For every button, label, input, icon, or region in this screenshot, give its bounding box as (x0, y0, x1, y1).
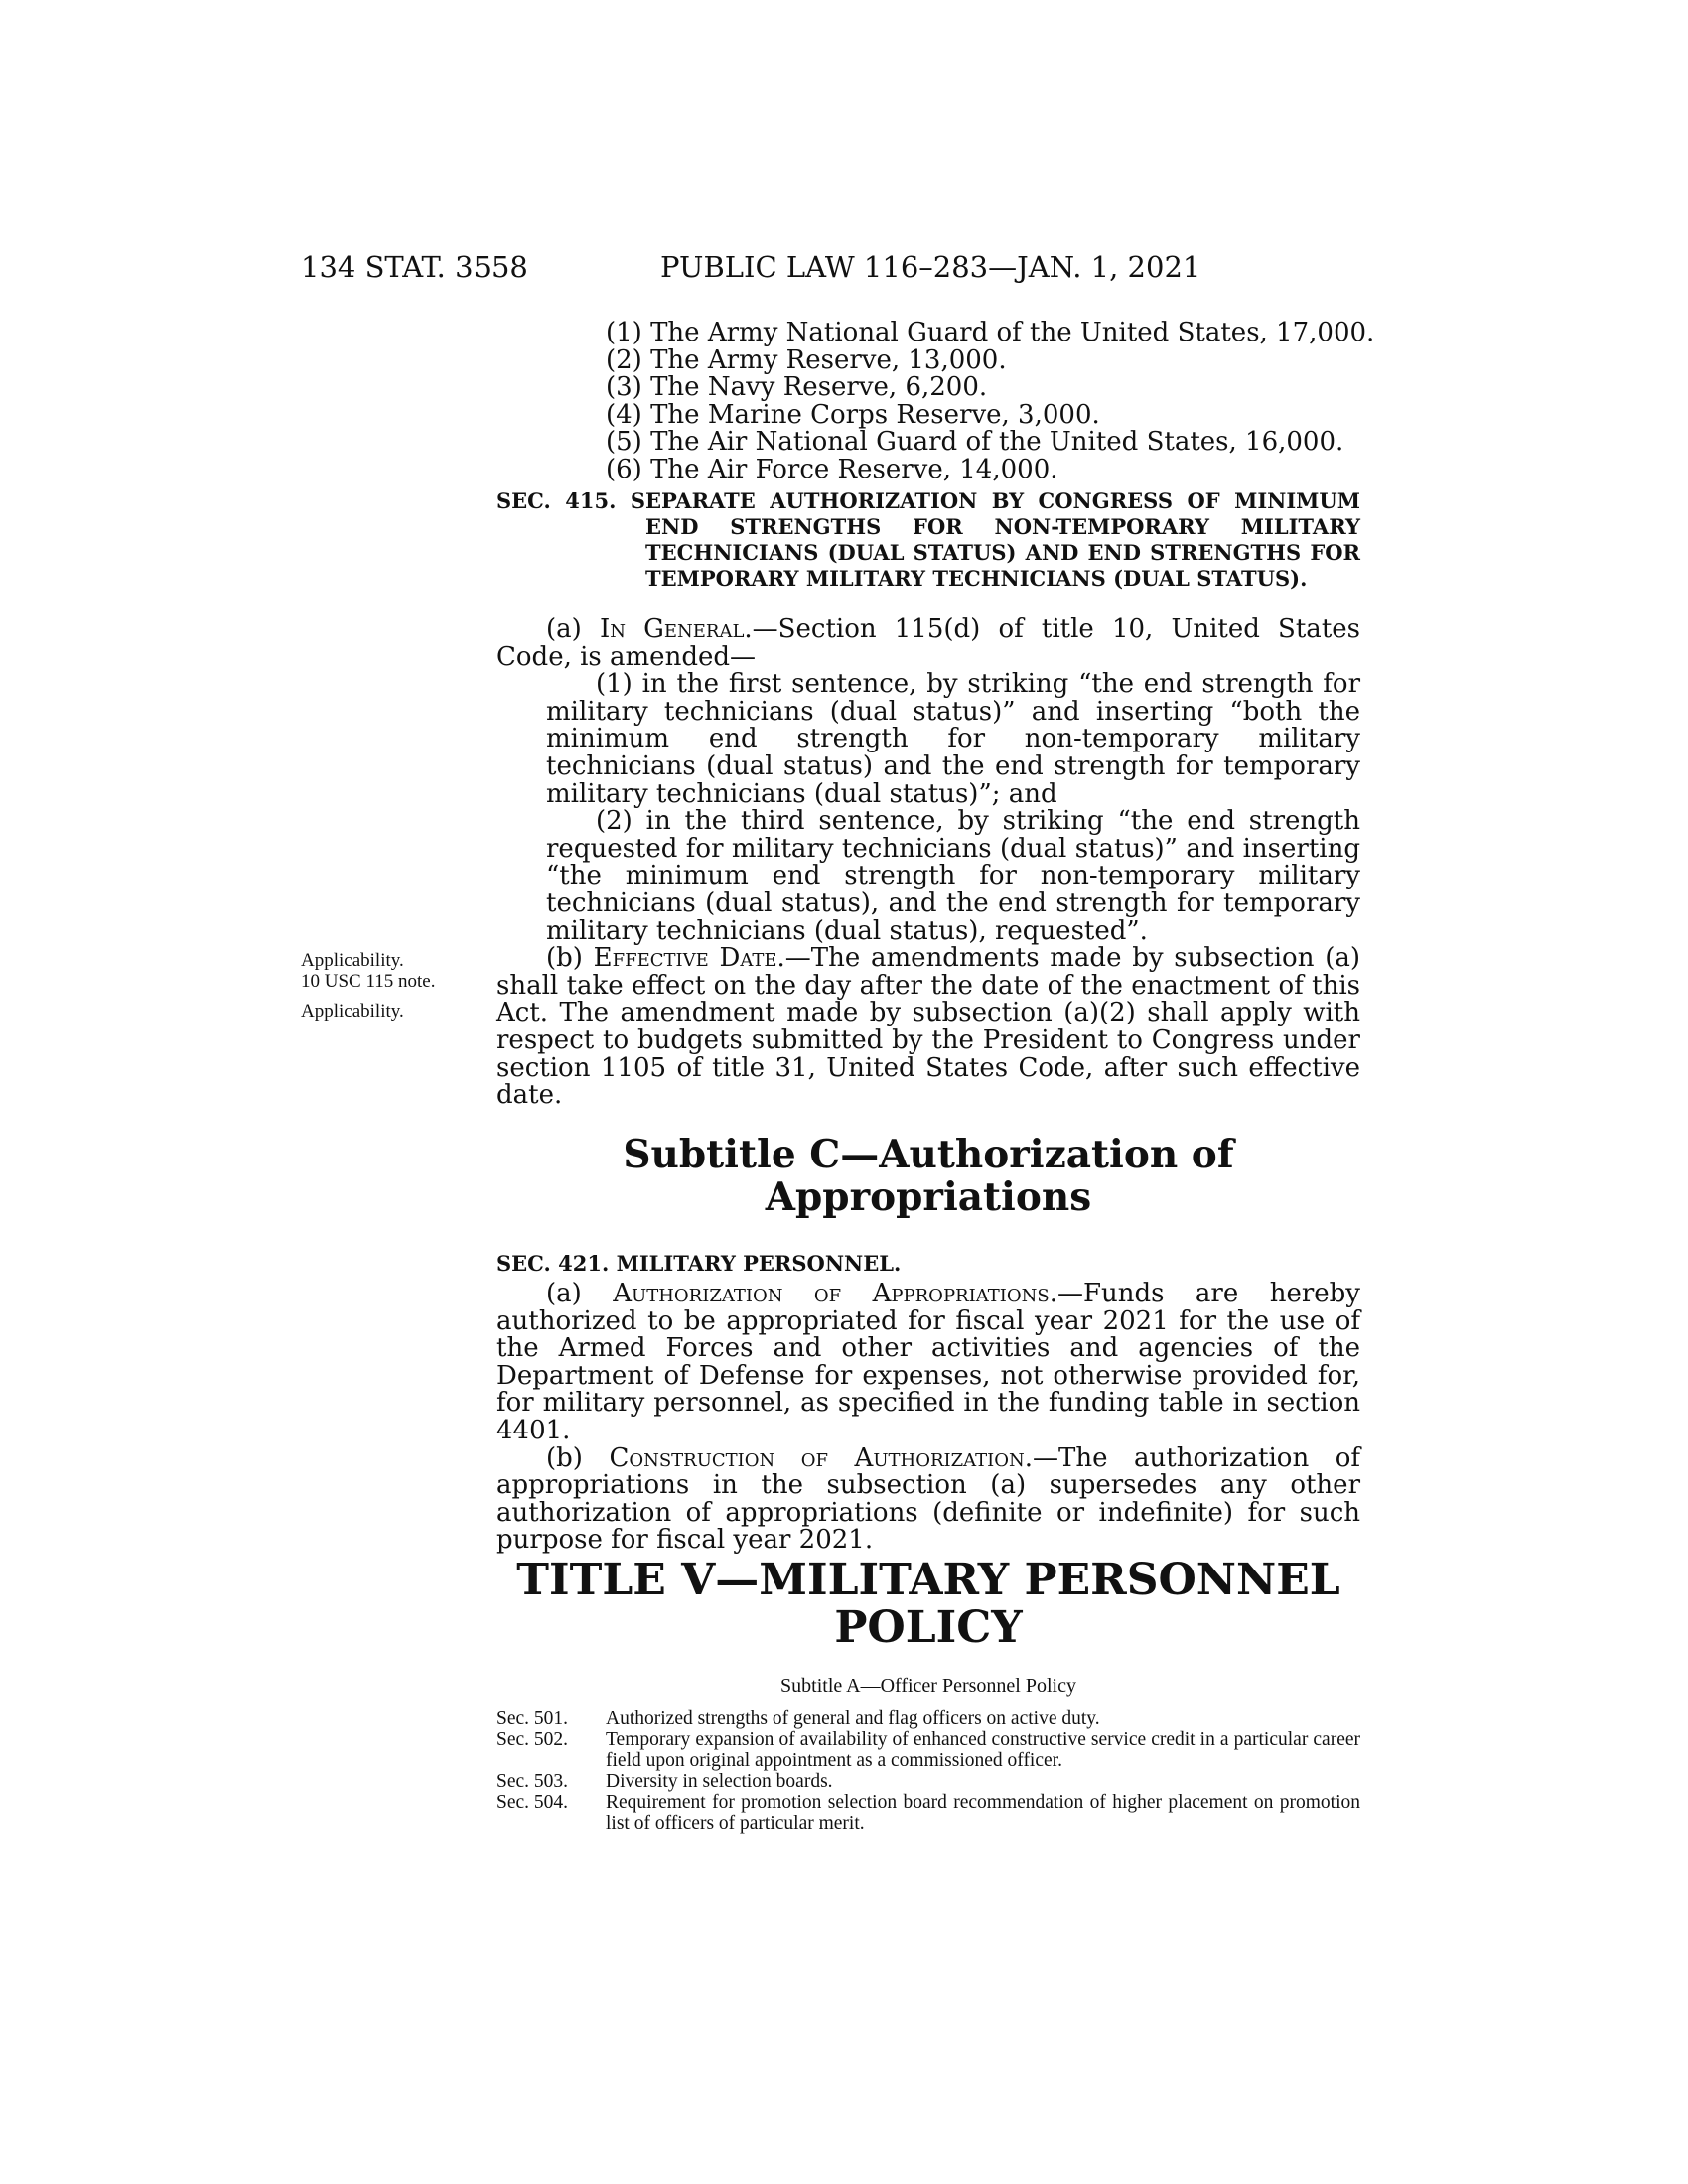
law-date-header: PUBLIC LAW 116–283—JAN. 1, 2021 (660, 250, 1201, 284)
subtitle-c-line1: Subtitle C—Authorization of (623, 1132, 1234, 1177)
sec415-a1: (1) in the first sentence, by striking “the end strength for military technicians (dual status)” and inserting “both the minimum end strength for non-temporary military technicians (dual status) and the end strength for temporary military technicians (dual status)”; and (546, 669, 1360, 809)
toc-entry (496, 1771, 1360, 1792)
toc (496, 1676, 1360, 1834)
list-item: (6) The Air Force Reserve, 14,000. (606, 454, 1058, 484)
sec415-body (496, 616, 1360, 1110)
list-item: (2) The Army Reserve, 13,000. (606, 344, 1007, 375)
sec415-subsection-a: (a) In General.—Section 115(d) of title 10, United States Code, is amended— (496, 614, 1360, 672)
toc-entry-text: Requirement for promotion selection board recommendation of higher placement on promotion list of officers of particular merit. (606, 1792, 1360, 1834)
sec421-a-caption: Authorization of Appropriations (613, 1279, 1050, 1308)
toc-entry-number: Sec. 502. (496, 1729, 569, 1750)
sec421-heading: SEC. 421. MILITARY PERSONNEL. (496, 1251, 902, 1276)
margin-note-applicability-2: Applicability. (301, 1001, 404, 1022)
title-v-line1: TITLE V—MILITARY PERSONNEL (516, 1555, 1340, 1605)
toc-entry-number: Sec. 503. (496, 1771, 569, 1792)
sec421-body (496, 1281, 1360, 1555)
reserve-list (496, 318, 1375, 484)
sec421-heading-block (496, 1251, 1360, 1277)
sec415-heading: SEC. 415. SEPARATE AUTHORIZATION BY CONGRESS OF MINIMUM END STRENGTHS FOR NON-TEMPORARY MILITARY TECHNICIANS (DUAL STATUS) AND END STRENGTHS FOR TEMPORARY MILITARY TECHNICIANS (DUAL STATUS). (496, 488, 1360, 591)
subtitle-c-line2: Appropriations (765, 1174, 1092, 1220)
title-v-line2: POLICY (834, 1602, 1023, 1653)
sec415-a-caption: In General (599, 614, 745, 644)
list-item: (3) The Navy Reserve, 6,200. (606, 372, 988, 403)
sec421-subsection-a: (a) Authorization of Appropriations.—Funds are hereby authorized to be appropriated for fiscal year 2021 for the use of the Armed Forces and other activities and agencies of the Department of Defense for expenses, not otherwise provided for, for military personnel, as specified in the funding table in section 4401. (496, 1279, 1360, 1445)
toc-entry (496, 1792, 1360, 1834)
sec415-b-caption: Effective Date (593, 943, 777, 974)
sec421-b-caption: Construction of Authorization (609, 1442, 1025, 1473)
subtitle-c-heading (496, 1134, 1360, 1219)
stat-page-number: 134 STAT. 3558 (301, 250, 528, 284)
toc-entry-number: Sec. 501. (496, 1708, 569, 1729)
toc-entry-text: Temporary expansion of availability of enhanced constructive service credit in a particular career field upon original appointment as a commissioned officer. (606, 1729, 1360, 1771)
toc-entry-text: Authorized strengths of general and flag officers on active duty. (606, 1708, 1100, 1729)
list-item: (4) The Marine Corps Reserve, 3,000. (606, 399, 1100, 430)
toc-entry (496, 1729, 1360, 1771)
margin-note-usc: 10 USC 115 note. (301, 971, 436, 992)
toc-entry (496, 1708, 1360, 1729)
margin-note-applicability: Applicability. (301, 950, 404, 971)
list-item: (5) The Air National Guard of the United States, 16,000. (606, 427, 1344, 458)
sec415-subsection-b: (b) Effective Date.—The amendments made by subsection (a) shall take effect on the day after the date of the enactment of this Act. The amendment made by subsection (a)(2) shall apply with respect to budgets submitted by the President to Congress under section 1105 of title 31, United States Code, after such effective date. (496, 943, 1360, 1111)
toc-entry-text: Diversity in selection boards. (606, 1771, 833, 1792)
sec421-subsection-b: (b) Construction of Authorization.—The authorization of appropriations in the subsection (a) supersedes any other authorization of appropriations (definite or indefinite) for such purpose for fiscal year 2021. (496, 1442, 1360, 1556)
sec415-a2: (2) in the third sentence, by striking “the end strength requested for military technicians (dual status)” and inserting “the minimum end strength for non-temporary military technicians (dual status), and the end strength for temporary military technicians (dual status), requested”. (546, 806, 1360, 946)
toc-subtitle: Subtitle A—Officer Personnel Policy (780, 1675, 1076, 1697)
toc-entry-number: Sec. 504. (496, 1792, 569, 1813)
title-v-heading (496, 1557, 1360, 1652)
list-item: (1) The Army National Guard of the United States, 17,000. (606, 318, 1375, 347)
sec415-heading-block (496, 488, 1360, 592)
